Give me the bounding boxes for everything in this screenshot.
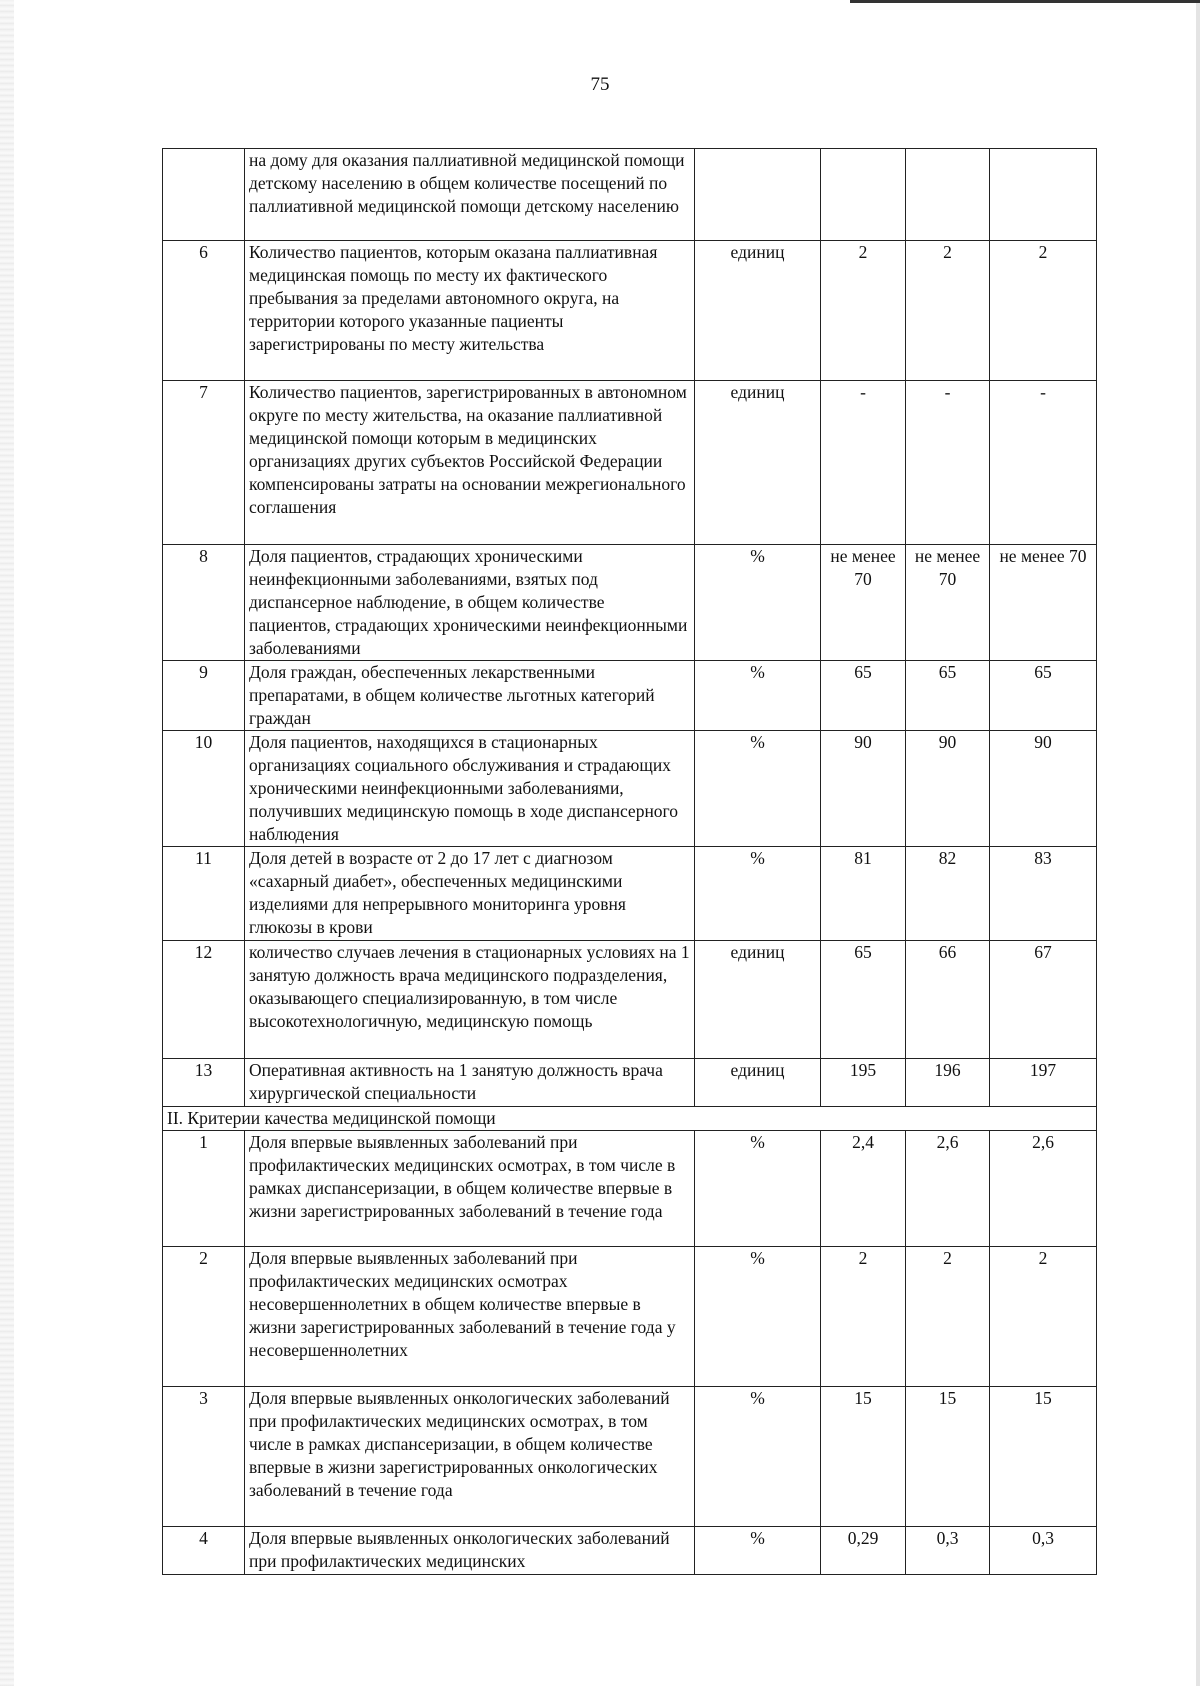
table-row [163, 241, 1097, 381]
row-number [163, 149, 245, 241]
row-value-1: 0,29 [821, 1527, 906, 1575]
row-value-1: не менее 70 [821, 545, 906, 661]
row-unit: % [695, 1387, 821, 1527]
section-title: II. Критерии качества медицинской помощи [163, 1107, 1097, 1131]
row-value-1: 65 [821, 661, 906, 731]
row-description: Доля детей в возрасте от 2 до 17 лет с диагнозом «сахарный диабет», обеспеченных медицинскими изделиями для непрерывного мониторинга уровня глюкозы в крови [245, 847, 695, 941]
row-value-2: 65 [906, 661, 990, 731]
row-description: Доля впервые выявленных заболеваний при профилактических медицинских осмотрах несовершеннолетних в общем количестве впервые в жизни зарегистрированных заболеваний в течение года у несовершеннолетних [245, 1247, 695, 1387]
row-description: Доля пациентов, страдающих хроническими неинфекционными заболеваниями, взятых под диспансерное наблюдение, в общем количестве пациентов, страдающих хроническими неинфекционными заболеваниями [245, 545, 695, 661]
row-description: Доля граждан, обеспеченных лекарственными препаратами, в общем количестве льготных категорий граждан [245, 661, 695, 731]
row-unit [695, 149, 821, 241]
row-description: Доля впервые выявленных заболеваний при профилактических медицинских осмотрах, в том числе в рамках диспансеризации, в общем количестве впервые в жизни зарегистрированных заболеваний в течение года [245, 1131, 695, 1247]
row-unit: единиц [695, 241, 821, 381]
row-unit: % [695, 1247, 821, 1387]
row-number: 13 [163, 1059, 245, 1107]
row-description: Доля пациентов, находящихся в стационарных организациях социального обслуживания и страдающих хроническими неинфекционными заболеваниями, получивших медицинскую помощь в ходе диспансерного наблюдения [245, 731, 695, 847]
table-row [163, 381, 1097, 545]
row-value-3: 197 [990, 1059, 1097, 1107]
scan-edge-left [0, 0, 14, 1686]
row-value-3: - [990, 381, 1097, 545]
table-row [163, 731, 1097, 847]
row-description: количество случаев лечения в стационарных условиях на 1 занятую должность врача медицинского подразделения, оказывающего специализированную, в том числе высокотехнологичную, медицинскую помощь [245, 941, 695, 1059]
table-row [163, 1527, 1097, 1575]
row-value-1: 195 [821, 1059, 906, 1107]
row-value-2: 0,3 [906, 1527, 990, 1575]
row-number: 8 [163, 545, 245, 661]
page-number: 75 [590, 74, 610, 95]
section-row [163, 1107, 1097, 1131]
row-value-1: 2 [821, 241, 906, 381]
row-number: 12 [163, 941, 245, 1059]
row-number: 4 [163, 1527, 245, 1575]
row-description: Количество пациентов, зарегистрированных в автономном округе по месту жительства, на оказание паллиативной медицинской помощи которым в медицинских организациях других субъектов Российской Федерации компенсированы затраты на основании межрегионального соглашения [245, 381, 695, 545]
row-value-2: не менее 70 [906, 545, 990, 661]
row-description: Доля впервые выявленных онкологических заболеваний при профилактических медицинских осмотрах, в том числе в рамках диспансеризации, в общем количестве впервые в жизни зарегистрированных онкологических заболеваний в течение года [245, 1387, 695, 1527]
table-row [163, 149, 1097, 241]
row-unit: % [695, 731, 821, 847]
row-description: Доля впервые выявленных онкологических заболеваний при профилактических медицинских [245, 1527, 695, 1575]
row-value-2: 196 [906, 1059, 990, 1107]
row-number: 2 [163, 1247, 245, 1387]
scan-edge-right [1196, 0, 1200, 1686]
row-value-3: 2 [990, 241, 1097, 381]
row-unit: единиц [695, 941, 821, 1059]
row-value-2: 2 [906, 241, 990, 381]
row-value-1: 2 [821, 1247, 906, 1387]
row-value-3 [990, 149, 1097, 241]
row-value-3: 2 [990, 1247, 1097, 1387]
row-value-3: 15 [990, 1387, 1097, 1527]
row-unit: % [695, 661, 821, 731]
table-row [163, 661, 1097, 731]
row-value-3: 90 [990, 731, 1097, 847]
table-row [163, 1247, 1097, 1387]
row-value-2: 90 [906, 731, 990, 847]
row-value-1: 65 [821, 941, 906, 1059]
row-value-2: - [906, 381, 990, 545]
row-unit: % [695, 545, 821, 661]
row-value-3: не менее 70 [990, 545, 1097, 661]
row-unit: % [695, 847, 821, 941]
table-row [163, 1131, 1097, 1247]
table-row [163, 1387, 1097, 1527]
row-value-1: 15 [821, 1387, 906, 1527]
row-unit: единиц [695, 1059, 821, 1107]
row-unit: единиц [695, 381, 821, 545]
row-number: 10 [163, 731, 245, 847]
row-value-2: 82 [906, 847, 990, 941]
row-value-1: 90 [821, 731, 906, 847]
row-value-1: 81 [821, 847, 906, 941]
table-row [163, 1059, 1097, 1107]
criteria-table [162, 148, 1097, 1575]
row-unit: % [695, 1527, 821, 1575]
row-description: на дому для оказания паллиативной медицинской помощи детскому населению в общем количестве посещений по паллиативной медицинской помощи детскому населению [245, 149, 695, 241]
row-value-2: 15 [906, 1387, 990, 1527]
row-value-1 [821, 149, 906, 241]
table-row [163, 545, 1097, 661]
row-number: 9 [163, 661, 245, 731]
row-value-2 [906, 149, 990, 241]
row-value-2: 2,6 [906, 1131, 990, 1247]
row-number: 1 [163, 1131, 245, 1247]
row-value-2: 66 [906, 941, 990, 1059]
row-description: Оперативная активность на 1 занятую должность врача хирургической специальности [245, 1059, 695, 1107]
row-value-3: 83 [990, 847, 1097, 941]
row-value-3: 67 [990, 941, 1097, 1059]
row-number: 6 [163, 241, 245, 381]
row-number: 3 [163, 1387, 245, 1527]
table-row [163, 941, 1097, 1059]
row-value-1: 2,4 [821, 1131, 906, 1247]
table-row [163, 847, 1097, 941]
scan-top-rule [850, 0, 1200, 3]
row-value-3: 2,6 [990, 1131, 1097, 1247]
row-value-1: - [821, 381, 906, 545]
row-description: Количество пациентов, которым оказана паллиативная медицинская помощь по месту их фактического пребывания за пределами автономного округа, на территории которого указанные пациенты зарегистрированы по месту жительства [245, 241, 695, 381]
row-value-3: 65 [990, 661, 1097, 731]
row-value-3: 0,3 [990, 1527, 1097, 1575]
row-value-2: 2 [906, 1247, 990, 1387]
row-unit: % [695, 1131, 821, 1247]
row-number: 11 [163, 847, 245, 941]
row-number: 7 [163, 381, 245, 545]
